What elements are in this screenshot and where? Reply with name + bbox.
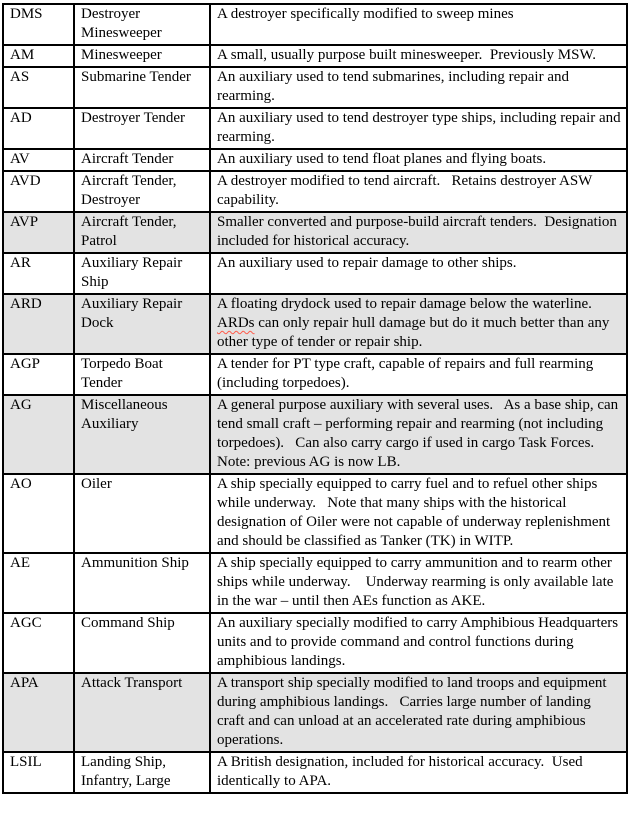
table-row [3, 553, 627, 613]
name-text: Auxiliary Repair Ship [81, 255, 186, 290]
code-cell [3, 45, 74, 67]
table-row [3, 108, 627, 149]
name-cell [74, 149, 210, 171]
name-cell [74, 474, 210, 553]
code-text: ARD [10, 296, 42, 312]
table-row [3, 673, 627, 752]
name-cell [74, 108, 210, 149]
name-text: Aircraft Tender, Destroyer [81, 173, 181, 208]
description-cell [210, 294, 627, 354]
code-cell [3, 294, 74, 354]
code-cell [3, 395, 74, 474]
code-cell [3, 673, 74, 752]
name-cell [74, 395, 210, 474]
name-text: Miscellaneous Auxiliary [81, 397, 171, 432]
name-text: Command Ship [81, 615, 175, 631]
code-text: AVD [10, 173, 41, 189]
description-text: An auxiliary used to tend submarines, including repair and rearming. [217, 69, 573, 104]
name-text: Destroyer Minesweeper [81, 6, 162, 41]
description-text: Smaller converted and purpose-build aircraft tenders. Designation included for historical accuracy. [217, 214, 621, 249]
name-text: Torpedo Boat Tender [81, 356, 167, 391]
name-cell [74, 673, 210, 752]
table-row [3, 4, 627, 45]
name-text: Submarine Tender [81, 69, 191, 85]
description-cell [210, 45, 627, 67]
description-cell [210, 752, 627, 793]
table-row [3, 474, 627, 553]
name-text: Landing Ship, Infantry, Large [81, 754, 171, 789]
description-cell [210, 613, 627, 673]
description-text: An auxiliary used to tend destroyer type ships, including repair and rearming. [217, 110, 625, 145]
name-text: Attack Transport [81, 675, 183, 691]
description-text: A destroyer specifically modified to sweep mines [217, 6, 514, 22]
table-row [3, 149, 627, 171]
code-text: APA [10, 675, 39, 691]
table-row [3, 67, 627, 108]
name-cell [74, 67, 210, 108]
code-cell [3, 613, 74, 673]
description-text: A British designation, included for historical accuracy. Used identically to APA. [217, 754, 587, 789]
code-text: AV [10, 151, 30, 167]
name-text: Aircraft Tender [81, 151, 174, 167]
description-text: A tender for PT type craft, capable of repairs and full rearming (including torpedoes). [217, 356, 597, 391]
code-cell [3, 4, 74, 45]
code-text: AS [10, 69, 30, 85]
name-cell [74, 354, 210, 395]
description-text: An auxiliary used to tend float planes and flying boats. [217, 151, 547, 167]
table-row [3, 253, 627, 294]
name-cell [74, 171, 210, 212]
name-cell [74, 294, 210, 354]
code-text: AGC [10, 615, 42, 631]
code-text: AO [10, 476, 32, 492]
table-row [3, 395, 627, 474]
table-row [3, 294, 627, 354]
description-cell [210, 474, 627, 553]
code-text: AG [10, 397, 32, 413]
name-text: Minesweeper [81, 47, 162, 63]
description-cell [210, 212, 627, 253]
table-row [3, 354, 627, 395]
name-cell [74, 4, 210, 45]
description-cell [210, 4, 627, 45]
code-text: AM [10, 47, 35, 63]
description-text: A destroyer modified to tend aircraft. Retains destroyer ASW capability. [217, 173, 596, 208]
name-text: Ammunition Ship [81, 555, 189, 571]
name-text: Auxiliary Repair Dock [81, 296, 186, 331]
description-cell [210, 253, 627, 294]
description-cell [210, 354, 627, 395]
code-cell [3, 474, 74, 553]
code-cell [3, 67, 74, 108]
table-row [3, 613, 627, 673]
description-cell [210, 171, 627, 212]
description-text: A ship specially equipped to carry ammunition and to rearm other ships while underway. Underway rearming is only available late in the war – until then AEs function as AKE. [217, 555, 618, 609]
name-text: Oiler [81, 476, 112, 492]
name-cell [74, 553, 210, 613]
description-text: An auxiliary specially modified to carry Amphibious Headquarters units and to provide command and control functions during amphibious landings. [217, 615, 622, 669]
description-text: A transport ship specially modified to land troops and equipment during amphibious landings. Carries large number of landing craft and can unload at an accelerated rate during amphibious operations. [217, 675, 611, 748]
name-text: Destroyer Tender [81, 110, 186, 126]
code-cell [3, 553, 74, 613]
ship-designation-table [2, 3, 628, 794]
code-cell [3, 149, 74, 171]
name-text: Aircraft Tender, Patrol [81, 214, 181, 249]
code-cell [3, 253, 74, 294]
name-cell [74, 212, 210, 253]
code-text: LSIL [10, 754, 42, 770]
code-text: AGP [10, 356, 41, 372]
table-row [3, 45, 627, 67]
description-text: A small, usually purpose built minesweeper. Previously MSW. [217, 47, 597, 63]
name-cell [74, 613, 210, 673]
code-cell [3, 108, 74, 149]
description-cell [210, 67, 627, 108]
description-cell [210, 395, 627, 474]
description-text: A floating drydock used to repair damage below the waterline. [217, 296, 603, 312]
code-text: AR [10, 255, 31, 271]
description-cell [210, 108, 627, 149]
description-text: can only repair hull damage but do it much better than any other type of tender or repair ship. [217, 315, 614, 350]
code-cell [3, 171, 74, 212]
description-cell [210, 673, 627, 752]
code-text: DMS [10, 6, 43, 22]
table-row [3, 212, 627, 253]
code-cell [3, 212, 74, 253]
name-cell [74, 752, 210, 793]
table-body [3, 4, 627, 793]
table-row [3, 752, 627, 793]
code-cell [3, 752, 74, 793]
code-text: AE [10, 555, 30, 571]
description-cell [210, 149, 627, 171]
table-row [3, 171, 627, 212]
description-text: A general purpose auxiliary with several uses. As a base ship, can tend small craft – performing repair and rearming (not including torpedoes). Can also carry cargo if used in cargo Task Forces. Note: previous AG is now LB. [217, 397, 622, 470]
code-text: AD [10, 110, 32, 126]
description-cell [210, 553, 627, 613]
code-cell [3, 354, 74, 395]
name-cell [74, 45, 210, 67]
code-text: AVP [10, 214, 39, 230]
name-cell [74, 253, 210, 294]
misspelled-word: ARDs [217, 315, 255, 331]
description-text: A ship specially equipped to carry fuel and to refuel other ships while underway. Note that many ships with the historical designation of Oiler were not capable of underway replenishment and should be classified as Tanker (TK) in WITP. [217, 476, 614, 549]
description-text: An auxiliary used to repair damage to other ships. [217, 255, 517, 271]
